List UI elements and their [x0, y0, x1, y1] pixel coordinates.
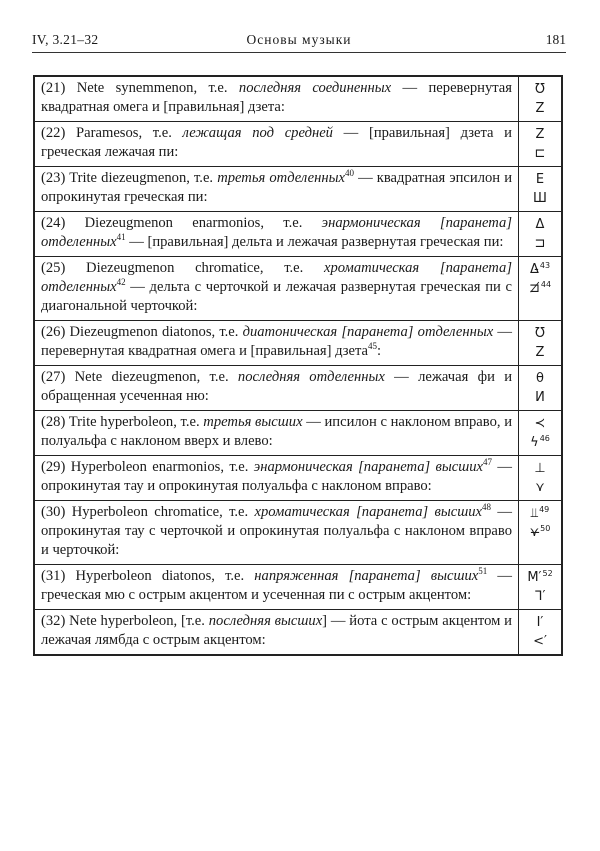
row-number: (21)	[41, 80, 66, 96]
running-title: Основы музыки	[246, 32, 352, 47]
symbol-description: — лежачая фи и обращенная усеченная ню:	[41, 369, 513, 404]
symbol-description-end: :	[377, 343, 382, 359]
footnote-ref: 40	[344, 168, 354, 179]
table-row	[35, 122, 561, 167]
symbol-lower	[535, 234, 546, 253]
symbol-lower-glyph: И	[535, 390, 545, 405]
latin-name: Nete synemmenon	[76, 80, 194, 96]
symbol-lower	[533, 632, 547, 651]
row-number: (22)	[41, 125, 66, 141]
symbol-description: — опрокинутая тау и опрокинутая полуальфа с наклоном вправо:	[41, 459, 513, 494]
row-number: (30)	[41, 504, 66, 520]
row-description	[35, 167, 519, 211]
row-number: (25)	[41, 260, 66, 276]
row-number: (23)	[41, 170, 66, 186]
row-description	[35, 565, 519, 609]
symbol-upper	[535, 80, 545, 99]
symbol-upper	[530, 260, 550, 279]
footnote-ref: 41	[116, 232, 126, 243]
symbol-upper-glyph: Δ̵	[529, 262, 539, 277]
symbol-lower	[529, 279, 551, 298]
footnote-ref: 48	[482, 502, 492, 513]
symbol-lower-glyph: ⋎̶	[529, 525, 540, 540]
te-connector: , т.е.	[138, 125, 183, 141]
symbol-upper	[535, 414, 546, 433]
symbol-lower	[536, 99, 545, 118]
footnote-ref: 51	[478, 566, 488, 577]
te-connector: , т.е.	[211, 568, 255, 584]
row-description	[35, 456, 519, 500]
te-connector: , т.е.	[193, 80, 239, 96]
table-row	[35, 565, 561, 610]
symbol-lower-glyph: Ш	[533, 191, 547, 206]
notation-symbols	[519, 212, 561, 256]
symbol-upper	[537, 613, 544, 632]
symbol-lower-glyph: <′	[533, 634, 547, 649]
te-connector: , т.е.	[173, 414, 204, 430]
symbol-description: — дельта с черточкой и лежачая развернутая греческая пи с диагональной черточкой:	[41, 279, 512, 314]
notation-symbols	[519, 501, 561, 564]
latin-name: Diezeugmenon diatonos	[69, 324, 212, 340]
footnote-ref: 47	[483, 457, 493, 468]
row-number: (31)	[41, 568, 66, 584]
latin-name: Nete diezeugmenon	[74, 369, 197, 385]
table-row	[35, 456, 561, 501]
notation-symbols	[519, 122, 561, 166]
te-connector: , [т.е.	[173, 613, 209, 629]
row-description	[35, 212, 519, 256]
te-connector: , т.е.	[211, 324, 243, 340]
notation-symbols	[519, 167, 561, 211]
table-row	[35, 212, 561, 257]
russian-translation: последняя высших	[208, 613, 323, 629]
te-connector: , т.е.	[259, 260, 324, 276]
symbol-upper-glyph: Δ	[535, 217, 545, 232]
row-number: (27)	[41, 369, 66, 385]
symbol-upper-glyph: ⊥	[534, 461, 546, 476]
footnote-ref: 50	[540, 523, 551, 533]
symbol-lower-glyph: Z	[535, 101, 545, 116]
latin-name: Hyperboleon diatonos	[75, 568, 212, 584]
russian-translation: диатоническая [паранета] отделенных	[242, 324, 494, 340]
notation-symbols	[519, 565, 561, 609]
symbol-upper-glyph: M′	[527, 570, 542, 585]
russian-translation: третья высших	[203, 414, 303, 430]
section-reference: IV, 3.21–32	[32, 32, 99, 47]
row-description	[35, 321, 519, 365]
notation-symbols	[519, 366, 561, 410]
symbol-upper-glyph: Ʊ	[535, 82, 545, 97]
symbol-upper-glyph: Ʊ	[535, 326, 545, 341]
latin-name: Hyperboleon enarmonios	[70, 459, 221, 475]
symbol-upper	[536, 170, 544, 189]
table-row	[35, 321, 561, 366]
row-description	[35, 501, 519, 564]
symbol-lower-glyph: ⊏	[534, 146, 546, 161]
footnote-ref: 45	[368, 341, 378, 352]
running-header	[32, 30, 566, 53]
te-connector: , т.е.	[220, 459, 254, 475]
russian-translation: энармоническая [паранета] отделенных	[41, 215, 512, 250]
symbol-description: — перевернутая квадратная омега и [правильная] дзета:	[41, 80, 512, 115]
notation-symbols	[519, 411, 561, 455]
symbol-lower	[536, 343, 545, 362]
symbol-upper-glyph: I′	[536, 615, 544, 630]
symbol-description: — [правильная] дзета и греческая лежачая пи:	[41, 125, 512, 160]
latin-name: Diezeugmenon chromatice	[86, 260, 260, 276]
symbol-lower-glyph: ϟ	[530, 435, 539, 450]
russian-translation: энармоническая [паранета] высших	[253, 459, 484, 475]
russian-translation: хроматическая [паранета] отделенных	[41, 260, 512, 295]
notation-symbols	[519, 257, 561, 320]
symbol-description: — опрокинутая тау с черточкой и опрокинутая полуальфа с наклоном вправо и черточкой:	[41, 504, 513, 558]
symbol-upper	[527, 568, 552, 587]
symbol-upper-glyph: E	[535, 172, 545, 187]
notation-symbols	[519, 321, 561, 365]
row-number: (29)	[41, 459, 66, 475]
te-connector: , т.е.	[196, 369, 238, 385]
row-description	[35, 77, 519, 121]
row-description	[35, 257, 519, 320]
symbol-lower	[533, 189, 547, 208]
symbol-description: — квадратная эпсилон и опрокинутая греческая пи:	[41, 170, 513, 205]
latin-name: Trite hyperboleon	[68, 414, 174, 430]
footnote-ref: 46	[539, 433, 550, 443]
te-connector: , т.е.	[260, 215, 322, 231]
symbol-description: — [правильная] дельта и лежачая развернутая греческая пи:	[125, 234, 504, 250]
row-description	[35, 122, 519, 166]
symbol-description: — ипсилон с наклоном вправо, и полуальфа с наклоном вверх и влево:	[41, 414, 513, 449]
latin-name: Hyperboleon chromatice	[71, 504, 220, 520]
latin-name: Diezeugmenon enarmonios	[84, 215, 261, 231]
symbol-lower-glyph: ⋎	[535, 480, 545, 495]
latin-name: Paramesos	[76, 125, 139, 141]
table-row	[35, 257, 561, 321]
russian-translation: последняя отделенных	[237, 369, 385, 385]
table-row	[35, 366, 561, 411]
footnote-ref: 42	[116, 277, 126, 288]
symbol-upper	[531, 504, 550, 523]
symbol-lower	[530, 433, 550, 452]
notation-symbols	[519, 456, 561, 500]
symbol-lower-glyph: ᒣ′	[534, 589, 546, 604]
notation-symbols	[519, 77, 561, 121]
russian-translation: хроматическая [паранета] высших	[254, 504, 483, 520]
symbol-upper-glyph: Z	[535, 127, 545, 142]
latin-name: Nete hyperboleon	[69, 613, 174, 629]
row-number: (24)	[41, 215, 66, 231]
notation-symbols	[519, 610, 561, 654]
row-description	[35, 366, 519, 410]
russian-translation: последняя соединенных	[238, 80, 392, 96]
table-row	[35, 610, 561, 654]
row-number: (26)	[41, 324, 66, 340]
symbol-upper	[535, 324, 545, 343]
symbol-lower	[535, 587, 546, 606]
symbol-description: ] — йота с острым акцентом и лежачая лямбда с острым акцентом:	[41, 613, 512, 648]
table-row	[35, 411, 561, 456]
page-number: 181	[545, 32, 566, 47]
table-row	[35, 501, 561, 565]
symbol-lower-glyph: ⊐	[534, 236, 546, 251]
symbol-lower	[535, 388, 545, 407]
symbol-upper-glyph: θ	[536, 371, 544, 386]
latin-name: Trite diezeugmenon	[69, 170, 187, 186]
table-row	[35, 167, 561, 212]
footnote-ref: 44	[540, 279, 552, 289]
russian-translation: лежащая под средней	[182, 125, 333, 141]
symbol-upper	[536, 125, 545, 144]
symbol-upper	[534, 459, 545, 478]
symbol-lower-glyph: ⊐̸	[528, 281, 540, 296]
table-row	[35, 77, 561, 122]
symbol-description: — греческая мю с острым акцентом и усеченная пи с острым акцентом:	[41, 568, 513, 603]
symbol-upper-glyph: ≺	[534, 416, 546, 431]
row-number: (32)	[41, 613, 66, 629]
russian-translation: напряженная [паранета] высших	[254, 568, 479, 584]
te-connector: , т.е.	[219, 504, 255, 520]
footnote-ref: 49	[539, 504, 550, 514]
symbol-upper	[536, 215, 545, 234]
symbol-lower-glyph: Z	[535, 345, 545, 360]
symbol-lower	[530, 523, 551, 542]
russian-translation: третья отделенных	[217, 170, 345, 186]
symbol-upper-glyph: ⫫	[530, 506, 539, 521]
row-number: (28)	[41, 414, 66, 430]
notation-table	[33, 75, 563, 656]
row-description	[35, 411, 519, 455]
symbol-upper	[536, 369, 544, 388]
te-connector: , т.е.	[186, 170, 218, 186]
symbol-lower	[535, 478, 545, 497]
footnote-ref: 43	[539, 260, 551, 270]
footnote-ref: 52	[542, 568, 553, 578]
symbol-lower	[535, 144, 546, 163]
row-description	[35, 610, 519, 654]
symbol-description: — перевернутая квадратная омега и [правильная] дзета	[41, 324, 512, 359]
